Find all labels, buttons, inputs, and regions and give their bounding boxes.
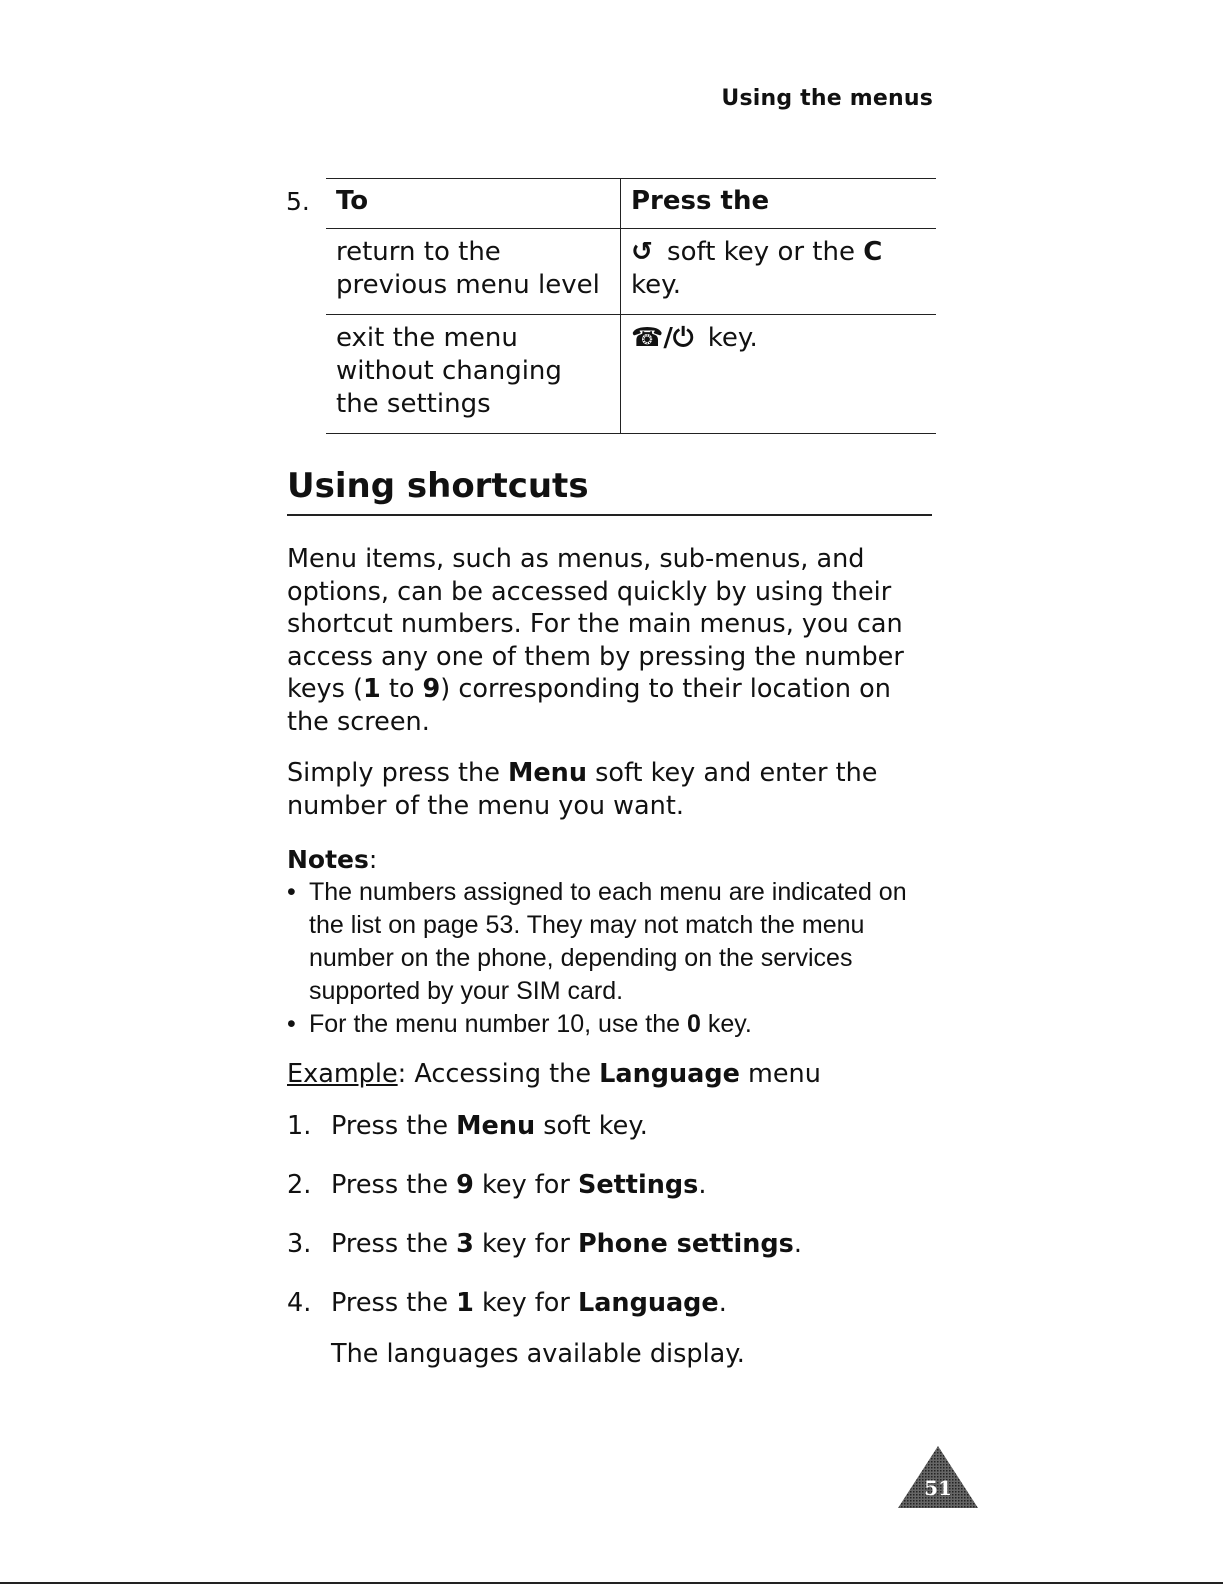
table-header-row xyxy=(326,179,936,229)
step-text: key for xyxy=(473,1170,578,1200)
paragraph-menu-key xyxy=(287,757,937,822)
notes-title: Notes xyxy=(287,845,369,874)
paragraph-text: soft key and enter the number of the menu you want. xyxy=(287,758,878,821)
table-row xyxy=(326,315,936,434)
step-number: 1. xyxy=(287,1111,312,1141)
step-number: 3. xyxy=(287,1229,312,1259)
table-cell-key xyxy=(621,315,937,434)
page-number: 51 xyxy=(924,1476,952,1500)
list-item xyxy=(287,1169,802,1228)
key-name: 3 xyxy=(456,1229,474,1259)
list-item xyxy=(287,876,937,1008)
step-text: . xyxy=(718,1288,727,1318)
end-power-icon: ☎/⏻ xyxy=(631,323,694,353)
steps-list xyxy=(287,1110,802,1346)
paragraph-text: ) corresponding to their location on the screen. xyxy=(287,674,891,737)
key-name: 0 xyxy=(687,1010,701,1038)
key-table xyxy=(326,178,936,434)
section-title: Using shortcuts xyxy=(287,466,932,516)
key-name: C xyxy=(863,237,883,267)
bullet-icon: • xyxy=(287,1010,296,1038)
note-text: key. xyxy=(700,1010,752,1038)
key-name: Menu xyxy=(508,758,587,788)
key-name: 9 xyxy=(456,1170,474,1200)
col-header-to: To xyxy=(326,179,621,229)
paragraph-text: Menu items, such as menus, sub-menus, and options, can be accessed quickly by using their shortcut numbers. For the main menus, you can access any one of them by pressing the number keys ( xyxy=(287,544,904,704)
example-colon: : xyxy=(397,1059,415,1089)
list-item xyxy=(287,1110,802,1169)
paragraph-shortcuts xyxy=(287,543,937,738)
result-text: The languages available display. xyxy=(331,1339,745,1369)
notes-list xyxy=(287,876,937,1041)
table-cell-action: exit the menu without changing the settings xyxy=(326,315,621,434)
key-name: 1 xyxy=(456,1288,474,1318)
notes-colon: : xyxy=(368,845,378,874)
menu-name: Settings xyxy=(577,1170,699,1200)
menu-name: Phone settings xyxy=(577,1229,794,1259)
step-text: . xyxy=(698,1170,707,1200)
menu-name: Language xyxy=(577,1288,719,1318)
step-text: Press the xyxy=(331,1170,457,1200)
example-label: Example xyxy=(287,1059,398,1089)
key-name: 9 xyxy=(422,674,441,704)
key-text: key. xyxy=(631,270,682,300)
step-number: 5. xyxy=(286,187,310,216)
step-text: key for xyxy=(473,1288,578,1318)
page-number-badge xyxy=(898,1446,978,1510)
table-cell-key xyxy=(621,229,937,315)
step-text: Press the xyxy=(331,1111,457,1141)
list-item xyxy=(287,1008,937,1041)
example-text: Accessing the xyxy=(414,1059,600,1089)
note-text: The numbers assigned to each menu are indicated on the list on page 53. They may not match the menu number on the phone, depending on the services supported by your SIM card. xyxy=(309,878,907,1005)
menu-name: Language xyxy=(599,1059,740,1089)
list-item xyxy=(287,1228,802,1287)
note-text: For the menu number 10, use the xyxy=(309,1010,687,1038)
key-text: soft key or the xyxy=(658,237,864,267)
running-header: Using the menus xyxy=(721,86,933,111)
paragraph-text: to xyxy=(380,674,423,704)
step-text: key for xyxy=(473,1229,578,1259)
example-line xyxy=(287,1059,821,1089)
key-text: key. xyxy=(699,323,758,353)
step-text: Press the xyxy=(331,1229,457,1259)
step-text: soft key. xyxy=(535,1111,648,1141)
bullet-icon: • xyxy=(287,878,296,906)
step-number: 4. xyxy=(287,1288,312,1318)
key-name: Menu xyxy=(456,1111,536,1141)
step-number: 2. xyxy=(287,1170,312,1200)
example-text: menu xyxy=(739,1059,821,1089)
step-text: Press the xyxy=(331,1288,457,1318)
table-cell-action: return to the previous menu level xyxy=(326,229,621,315)
paragraph-text: Simply press the xyxy=(287,758,509,788)
step-text: . xyxy=(793,1229,802,1259)
notes-heading xyxy=(287,845,377,874)
key-name: 1 xyxy=(362,674,381,704)
col-header-press: Press the xyxy=(631,186,770,216)
table-row xyxy=(326,229,936,315)
list-item xyxy=(287,1287,802,1346)
back-icon: ↺ xyxy=(631,237,653,267)
